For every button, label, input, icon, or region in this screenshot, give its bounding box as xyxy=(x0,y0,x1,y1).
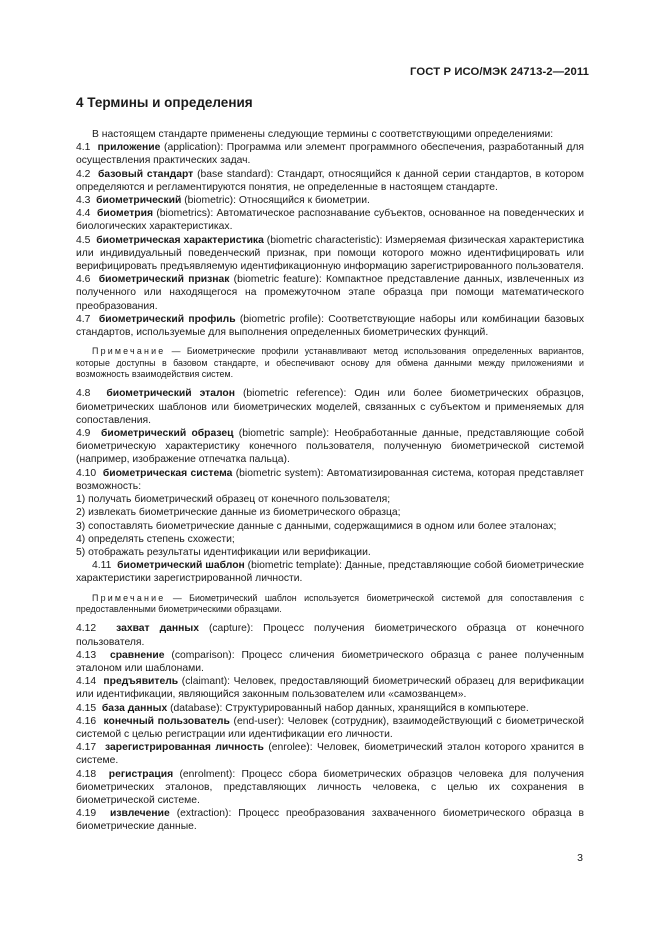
term-entry xyxy=(76,675,584,701)
term-definition: (biometric feature): Компактное представление данных, извлеченных из полученного или находящегося на промежуточном этапе образца при помощи математического преобразования. xyxy=(76,274,584,312)
term-entry xyxy=(76,649,584,675)
term-name: биометрический признак xyxy=(98,274,230,286)
term-number: 4.12 xyxy=(76,623,97,635)
term-name: биометрия xyxy=(97,208,154,220)
term-definition: (enrolment): Процесс сбора биометрических образцов человека для получения биометрических эталонов, представляющих личность человека, с целью их сохранения в биометрической системе. xyxy=(76,768,584,806)
term-entry-4-11: 4.11 биометрический шаблон (biometric template): Данные, представляющие собой биометрические характеристики зарегистрированной личности. xyxy=(76,560,584,585)
list-item: 4) определять степень схожести; xyxy=(76,533,235,545)
page-number: 3 xyxy=(577,852,583,864)
term-definition: (claimant): Человек, предоставляющий биометрический образец для верификации или идентификации, являющийся законным пользователем или «самозванцем». xyxy=(76,676,585,701)
term-number: 4.1 xyxy=(76,142,91,154)
list-item: 2) извлекать биометрические данные из биометрического образца; xyxy=(76,507,401,519)
term-number: 4.16 xyxy=(76,715,97,727)
term-number: 4.6 xyxy=(76,274,91,286)
term-name: извлечение xyxy=(110,808,170,820)
section-title: 4 Термины и определения xyxy=(76,95,253,110)
term-name: биометрический профиль xyxy=(98,313,236,325)
term-number: 4.17 xyxy=(76,742,97,754)
term-definition: (biometric system): Автоматизированная система, которая представляет возможность: xyxy=(76,467,585,492)
term-name: сравнение xyxy=(109,649,165,661)
term-definition: (biometric profile): Соответствующие наборы или комбинации базовых стандартов, используемые для выполнения определенных биометрических функций. xyxy=(76,313,584,339)
term-number: 4.8 xyxy=(76,388,91,400)
term-definition: (base standard): Стандарт, относящийся к данной серии стандартов, в котором определяются и регламентируются понятия, не определенные в настоящем стандарте. xyxy=(76,168,585,193)
term-definition: (comparison): Процесс сличения биометрического образца с ранее полученным эталоном или шаблонами. xyxy=(76,649,584,674)
term-entry xyxy=(76,234,584,274)
term-number: 4.7 xyxy=(76,313,91,325)
term-name: базовый стандарт xyxy=(98,168,194,180)
term-definition: (biometric characteristic): Измеряемая физическая характеристика или индивидуальный поведенческий признак, при помощи которого можно идентифицировать или верифицировать предъявляемую идентификационную информацию зарегистрированного пользователя. xyxy=(76,234,584,273)
term-name: захват данных xyxy=(116,623,199,635)
term-number: 4.10 xyxy=(76,467,97,479)
document-body xyxy=(76,128,584,834)
term-entry xyxy=(76,207,584,233)
list-item: 3) сопоставлять биометрические данные с данными, содержащимися в одном или более эталонах; xyxy=(76,520,557,532)
term-definition: (application): Программа или элемент программного обеспечения, разработанный для осуществления практических задач. xyxy=(76,142,584,167)
term-definition: (capture): Процесс получения биометрического образца от конечного пользователя. xyxy=(76,623,585,648)
note-1: Примечание — Биометрические профили устанавливают метод использования определенных вариантов, которые доступны в базовом стандарте, и обеспечивают основу для обмена данными между приложениями и возможность взаимодействия систем. xyxy=(76,346,584,380)
term-number: 4.5 xyxy=(76,234,91,246)
term-entry xyxy=(76,313,584,339)
term-number: 4.3 xyxy=(76,195,91,207)
term-entry xyxy=(76,741,584,767)
term-name: зарегистрированная личность xyxy=(105,742,264,754)
term-definition: (biometrics): Автоматическое распознавание субъектов, основанное на поведенческих и биологических характеристиках. xyxy=(76,208,584,233)
term-entry xyxy=(76,387,584,427)
term-entry xyxy=(76,768,584,808)
term-definition: (database): Структурированный набор данных, хранящийся в компьютере. xyxy=(167,702,529,714)
term-name: конечный пользователь xyxy=(103,715,230,727)
term-number: 4.19 xyxy=(76,808,97,820)
term-entry xyxy=(76,622,584,648)
term-name: предъявитель xyxy=(103,676,179,688)
term-number: 4.2 xyxy=(76,168,91,180)
term-definition: (biometric sample): Необработанные данные, представляющие собой биометрическую характеристику конечного пользователя, полученную биометрической системой (например, изображение отпечатка пальца). xyxy=(76,428,585,466)
term-definition: (enrolee): Человек, биометрический эталон которого хранится в системе. xyxy=(76,742,585,767)
intro-paragraph: В настоящем стандарте применены следующие термины с соответствующими определениями: xyxy=(92,129,554,140)
term-number: 4.15 xyxy=(76,702,97,714)
term-entry xyxy=(76,702,584,715)
term-entry xyxy=(76,273,584,313)
term-name: биометрический xyxy=(96,195,182,207)
term-definition: (biometric): Относящийся к биометрии. xyxy=(181,195,370,207)
term-number: 4.13 xyxy=(76,649,97,661)
term-name: биометрический образец xyxy=(100,428,234,440)
term-number: 4.4 xyxy=(76,208,91,220)
document-header: ГОСТ Р ИСО/МЭК 24713-2—2011 xyxy=(410,66,589,78)
term-entry xyxy=(76,141,584,167)
list-item: 5) отображать результаты идентификации или верификации. xyxy=(76,546,371,558)
term-name: биометрическая характеристика xyxy=(96,234,264,246)
list-item: 1) получать биометрический образец от конечного пользователя; xyxy=(76,494,391,506)
term-name: биометрическая система xyxy=(102,467,233,479)
term-definition: (biometric reference): Один или более биометрических образцов, биометрических шаблонов или биометрических моделей, связанных с субъектом и применяемых для сопоставления. xyxy=(76,388,584,426)
term-name: приложение xyxy=(97,142,161,154)
term-name: биометрический эталон xyxy=(106,388,235,400)
term-name: регистрация xyxy=(108,768,174,780)
capabilities-list xyxy=(76,493,584,559)
term-number: 4.14 xyxy=(76,676,97,688)
term-entry xyxy=(76,427,584,467)
term-entry xyxy=(76,168,584,194)
term-entry xyxy=(76,194,584,207)
term-number: 4.9 xyxy=(76,428,91,440)
term-entry xyxy=(76,467,584,493)
note-2: Примечание — Биометрический шаблон используется биометрической системой для сопоставления с предоставленными биометрическими образцами. xyxy=(76,592,584,614)
term-entry xyxy=(76,807,584,833)
term-definition: (extraction): Процесс преобразования захваченного биометрического образца в биометрические данные. xyxy=(76,808,584,833)
term-number: 4.18 xyxy=(76,768,97,780)
term-entry xyxy=(76,715,584,741)
term-name: база данных xyxy=(101,702,168,714)
term-definition: (end-user): Человек (сотрудник), взаимодействующий с биометрической системой с целью регистрации или идентификации его личности. xyxy=(76,715,584,740)
